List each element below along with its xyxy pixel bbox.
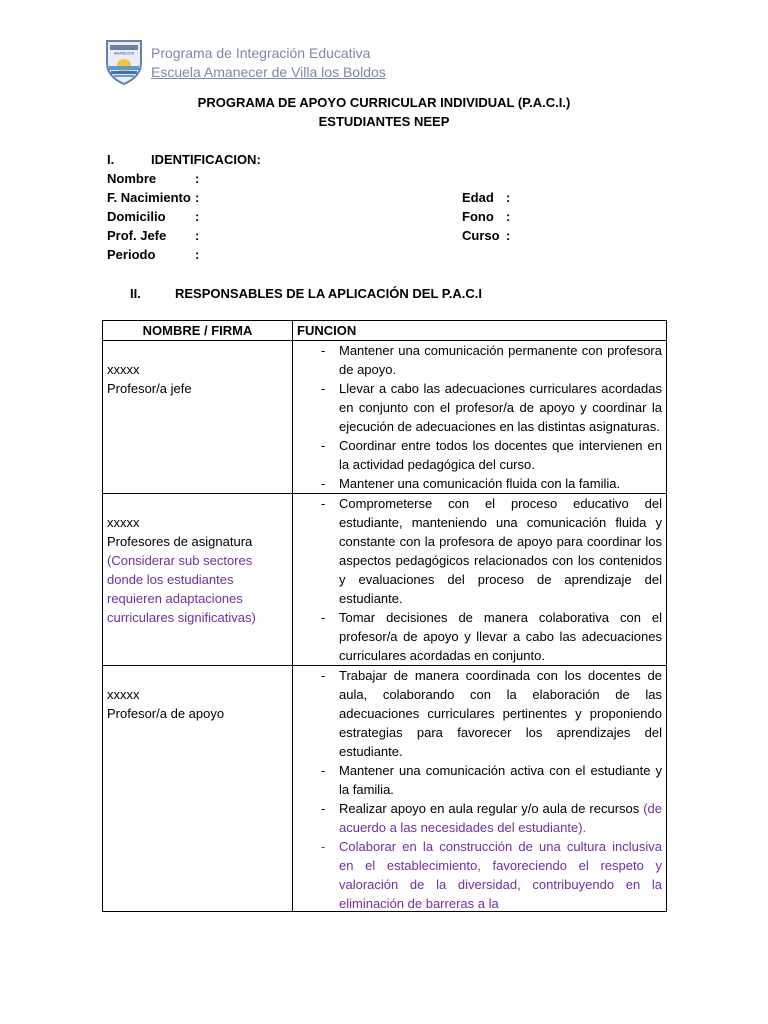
field-label-fono: Fono [462, 209, 494, 224]
field-colon-nombre: : [195, 171, 200, 186]
table-header-row [103, 321, 667, 341]
field-label-domicilio: Domicilio [107, 209, 166, 224]
section1-title: IDENTIFICACION: [151, 152, 261, 167]
school-name: Escuela Amanecer de Villa los Boldos [151, 64, 386, 80]
section1-number: I. [107, 152, 115, 167]
cell-responsable [103, 341, 293, 494]
name-placeholder: xxxxx [107, 362, 140, 377]
list-item: - Coordinar entre todos los docentes que intervienen en la actividad pedagógica del curso. [321, 438, 662, 472]
cell-responsable [103, 494, 293, 666]
cell-responsable [103, 666, 293, 912]
name-placeholder: xxxxx [107, 687, 140, 702]
list-item: - Colaborar en la construcción de una cultura inclusiva en el establecimiento, favoreciendo el respeto y valoración de la diversidad, contribuyendo en la eliminación de barreras a la [321, 839, 662, 911]
role-label: Profesores de asignatura [107, 534, 253, 549]
field-colon-fono: : [506, 209, 511, 224]
role-note: (Considerar sub sectores donde los estudiantes requieren adaptaciones curriculares significativas) [107, 553, 256, 625]
role-label: Profesor/a de apoyo [107, 706, 225, 721]
name-placeholder: xxxxx [107, 515, 140, 530]
header-funcion: FUNCION [293, 321, 667, 341]
field-colon-edad: : [506, 190, 511, 205]
field-colon-domicilio: : [195, 209, 200, 224]
school-header [151, 44, 386, 82]
list-item: - Mantener una comunicación permanente con profesora de apoyo. [321, 343, 662, 377]
list-item: - Mantener una comunicación activa con el estudiante y la familia. [321, 763, 662, 797]
field-colon-prof-jefe: : [195, 228, 200, 243]
section2-number: II. [130, 286, 141, 301]
field-label-prof-jefe: Prof. Jefe [107, 228, 167, 243]
field-label-nombre: Nombre [107, 171, 157, 186]
responsables-table [102, 320, 667, 912]
field-label-edad: Edad [462, 190, 494, 205]
list-item: - Llevar a cabo las adecuaciones curriculares acordadas en conjunto con el profesor/a de apoyo y coordinar la ejecución de adecuaciones en las distintas asignaturas. [321, 381, 662, 434]
role-label: Profesor/a jefe [107, 381, 192, 396]
field-label-periodo: Periodo [107, 247, 156, 262]
logo-text: AMANECER [113, 51, 135, 56]
cell-funciones [293, 494, 667, 666]
list-item: - Trabajar de manera coordinada con los docentes de aula, colaborando con la elaboración de las adecuaciones curriculares pertinentes y proponiendo estrategias para favorecer los aprendizajes del estudiante. [321, 668, 662, 759]
field-colon-nacimiento: : [195, 190, 200, 205]
table-row [103, 341, 667, 494]
school-logo-icon [105, 39, 143, 85]
cell-funciones [293, 341, 667, 494]
document-subtitle: ESTUDIANTES NEEP [318, 114, 450, 129]
field-colon-periodo: : [195, 247, 200, 262]
field-colon-curso: : [506, 228, 511, 243]
field-label-curso: Curso [462, 228, 500, 243]
list-item: - Comprometerse con el proceso educativo del estudiante, manteniendo una comunicación fluida y constante con la profesora de apoyo para coordinar los aspectos pedagógicos relacionados con los contenidos y evaluaciones del proceso de aprendizaje del estudiante. [321, 496, 662, 606]
program-name: Programa de Integración Educativa [151, 45, 371, 61]
table-row [103, 494, 667, 666]
field-label-nacimiento: F. Nacimiento [107, 190, 191, 205]
list-item: - Tomar decisiones de manera colaborativa con el profesor/a de apoyo y llevar a cabo las adecuaciones curriculares acordadas en conjunto. [321, 610, 662, 663]
list-item: - Mantener una comunicación fluida con la familia. [321, 476, 621, 491]
document-title: PROGRAMA DE APOYO CURRICULAR INDIVIDUAL (P.A.C.I.) [197, 95, 571, 110]
table-row [103, 666, 667, 912]
header-nombre-firma: NOMBRE / FIRMA [103, 321, 293, 341]
section2-title: RESPONSABLES DE LA APLICACIÓN DEL P.A.C.I [175, 286, 482, 301]
list-item: - Realizar apoyo en aula regular y/o aula de recursos (de acuerdo a las necesidades del estudiante). [321, 801, 662, 835]
cell-funciones [293, 666, 667, 912]
